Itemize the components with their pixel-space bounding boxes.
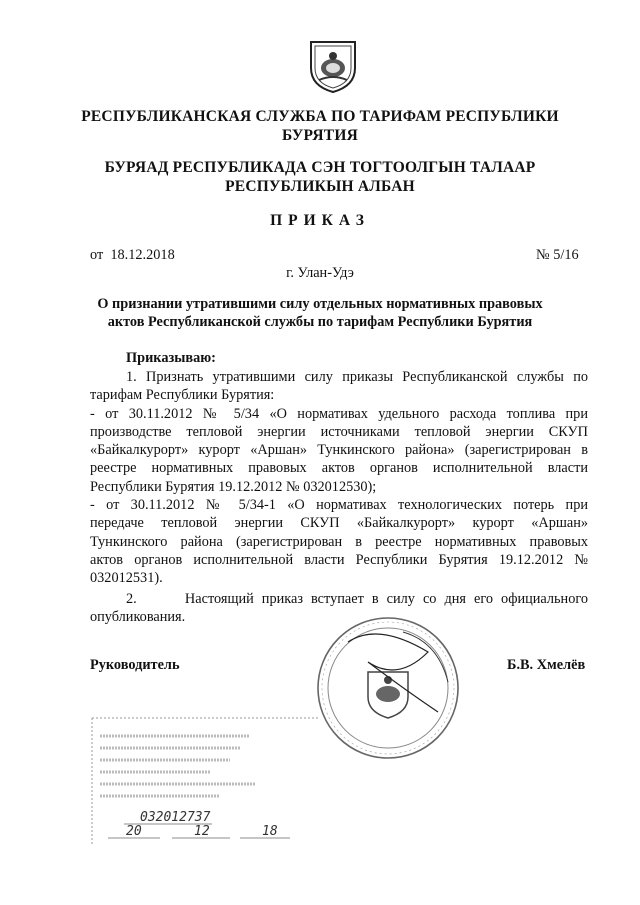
official-stamp (308, 612, 470, 762)
city: г. Улан-Удэ (286, 265, 354, 281)
p1-line: актов органов исполнительной власти Республики Бурятия 19.12.2012 № (90, 551, 588, 568)
p1-line: Республики Бурятия 19.12.2012 № 032012530); (90, 478, 377, 495)
p1-line: 032012531). (90, 570, 163, 587)
registration-year: 18 (262, 824, 278, 839)
date-line (90, 247, 175, 264)
document-type: ПРИКАЗ (270, 212, 370, 229)
registration-number: 032012737 (140, 810, 211, 825)
p2-line: опубликования. (90, 609, 186, 626)
subject-line1: О признании утратившими силу отдельных нормативных правовых (97, 296, 543, 312)
order-word: Приказываю: (126, 350, 216, 366)
p1-line: 1. Признать утратившими силу приказы Республиканской службы по (126, 369, 588, 385)
order-date: 18.12.2018 (110, 247, 175, 263)
registration-month: 12 (194, 824, 210, 839)
p1-line: тарифам Республики Бурятия: (90, 387, 275, 404)
org-name-bur-line1: БУРЯАД РЕСПУБЛИКАДА СЭН ТОГТООЛГЫН ТАЛААР (104, 159, 536, 176)
p1-line: «Байкалкурорт» курорт «Аршан» Тункинского района» (зарегистрирован в (90, 442, 588, 459)
registration-day: 20 (126, 824, 142, 839)
order-number: № 5/16 (536, 247, 579, 263)
subject-line2: актов Республиканской службы по тарифам Республики Бурятия (107, 314, 533, 330)
p1-line: реестре нормативных правовых актов органов исполнительной власти (90, 460, 588, 477)
org-name-ru-line2: БУРЯТИЯ (282, 127, 358, 144)
emblem-seal (305, 38, 361, 94)
date-prefix: от (90, 247, 104, 263)
paragraph-1 (90, 368, 588, 588)
org-name-bur-line2: РЕСПУБЛИКЫН АЛБАН (225, 178, 415, 195)
signature-name: Б.В. Хмелёв (507, 657, 586, 673)
signature-position: Руководитель (90, 657, 180, 673)
p1-line: Тункинского района (зарегистрирован в реестре нормативных правовых (90, 533, 588, 550)
registration-block (90, 714, 322, 848)
p1-line: - от 30.11.2012 № 5/34 «О нормативах удельного расхода топлива при (90, 405, 588, 422)
p2-line: 2. Настоящий приказ вступает в силу со дня его официального (126, 591, 588, 607)
p1-line: передаче тепловой энергии СКУП «Байкалкурорт» курорт «Аршан» (90, 515, 588, 532)
p1-line: производстве тепловой энергии источниками тепловой энергии СКУП (90, 423, 588, 440)
org-name-ru-line1: РЕСПУБЛИКАНСКАЯ СЛУЖБА ПО ТАРИФАМ РЕСПУБЛИКИ (81, 108, 559, 125)
p1-line: - от 30.11.2012 № 5/34-1 «О нормативах технологических потерь при (90, 497, 588, 514)
